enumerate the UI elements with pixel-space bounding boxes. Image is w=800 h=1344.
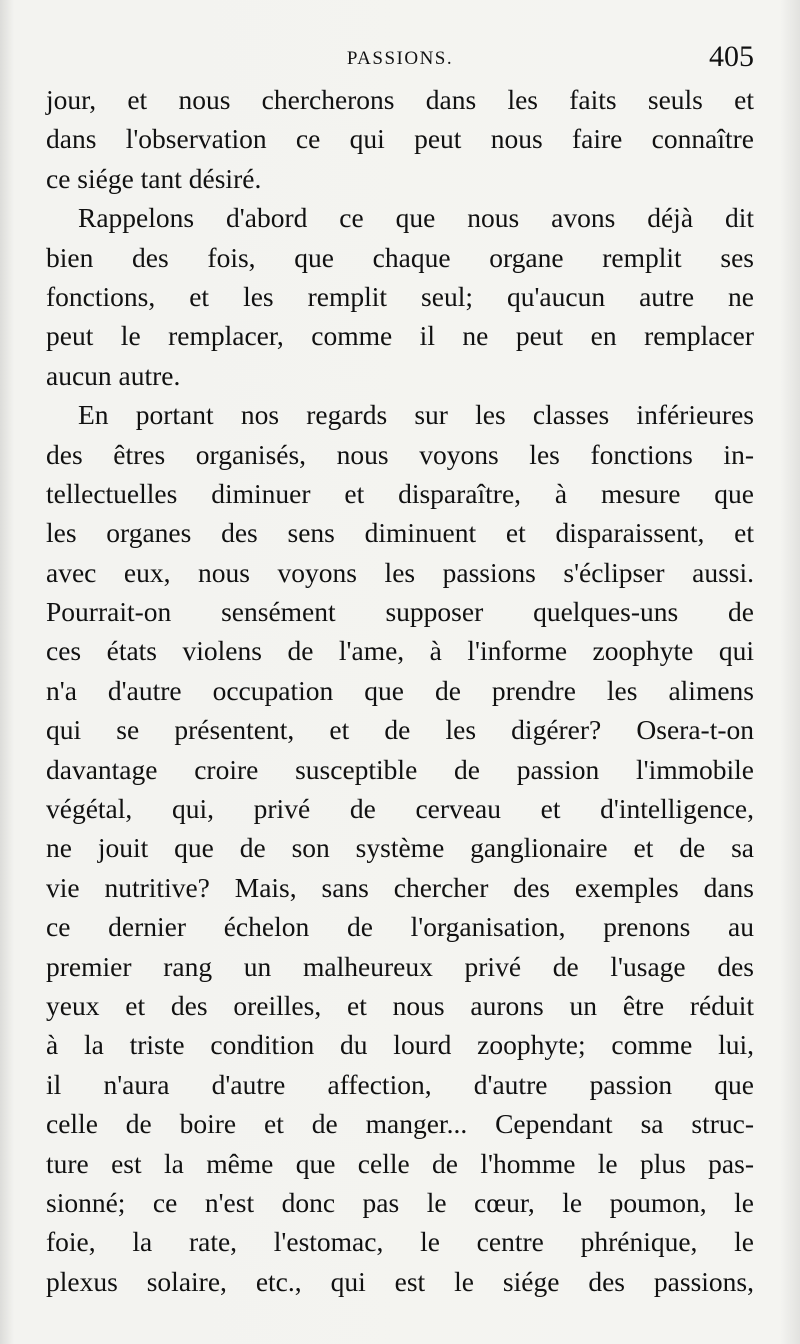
text-line: vie nutritive? Mais, sans chercher des exemples dans (46, 871, 754, 903)
text-line: ne jouit que de son système ganglionaire et de sa (46, 832, 754, 864)
paragraph (46, 395, 754, 1301)
text-line: tellectuelles diminuer et disparaître, à mesure que (46, 477, 754, 509)
text-line: n'a d'autre occupation que de prendre les alimens (46, 674, 754, 706)
text-line: jour, et nous chercherons dans les faits seuls et (46, 84, 754, 115)
text-line: il n'aura d'autre affection, d'autre passion que (46, 1068, 754, 1100)
text-line: ce dernier échelon de l'organisation, prenons au (46, 911, 754, 943)
text-line: les organes des sens diminuent et disparaissent, et (46, 517, 754, 549)
text-line: ture est la même que celle de l'homme le plus pas- (46, 1147, 754, 1179)
text-line: ce siége tant désiré. (46, 162, 262, 194)
text-line: végétal, qui, privé de cerveau et d'intelligence, (46, 793, 754, 825)
text-line: fonctions, et les remplit seul; qu'aucun autre ne (46, 280, 754, 312)
text-line: aucun autre. (46, 359, 181, 391)
text-line: Pourrait-on sensément supposer quelques-uns de (46, 596, 754, 628)
text-line: yeux et des oreilles, et nous aurons un être réduit (46, 989, 754, 1021)
text-line: dans l'observation ce qui peut nous faire connaître (46, 123, 754, 155)
text-line: foie, la rate, l'estomac, le centre phrénique, le (46, 1226, 754, 1258)
text-line: Rappelons d'abord ce que nous avons déjà dit (78, 202, 754, 234)
text-line: davantage croire susceptible de passion l'immobile (46, 753, 754, 785)
text-line: premier rang un malheureux privé de l'usage des (46, 950, 754, 982)
text-line: des êtres organisés, nous voyons les fonctions in- (46, 438, 754, 470)
text-line: En portant nos regards sur les classes inférieures (78, 399, 754, 431)
paragraph (46, 198, 754, 395)
text-line: peut le remplacer, comme il ne peut en remplacer (46, 320, 754, 352)
text-line: avec eux, nous voyons les passions s'éclipser aussi. (46, 556, 754, 588)
page-number: 405 (709, 40, 754, 73)
text-line: sionné; ce n'est donc pas le cœur, le poumon, le (46, 1186, 754, 1218)
text-line: bien des fois, que chaque organe remplit ses (46, 241, 754, 273)
text-line: celle de boire et de manger... Cependant sa struc- (46, 1108, 754, 1140)
text-line: qui se présentent, et de les digérer? Osera-t-on (46, 714, 754, 746)
page-header (46, 40, 754, 80)
running-title: PASSIONS. (346, 48, 454, 69)
text-line: à la triste condition du lourd zoophyte; comme lui, (46, 1029, 754, 1061)
text-line: plexus solaire, etc., qui est le siége des passions, (46, 1265, 754, 1297)
body-text (46, 80, 754, 1301)
text-line: ces états violens de l'ame, à l'informe zoophyte qui (46, 635, 754, 667)
paragraph (46, 80, 754, 198)
